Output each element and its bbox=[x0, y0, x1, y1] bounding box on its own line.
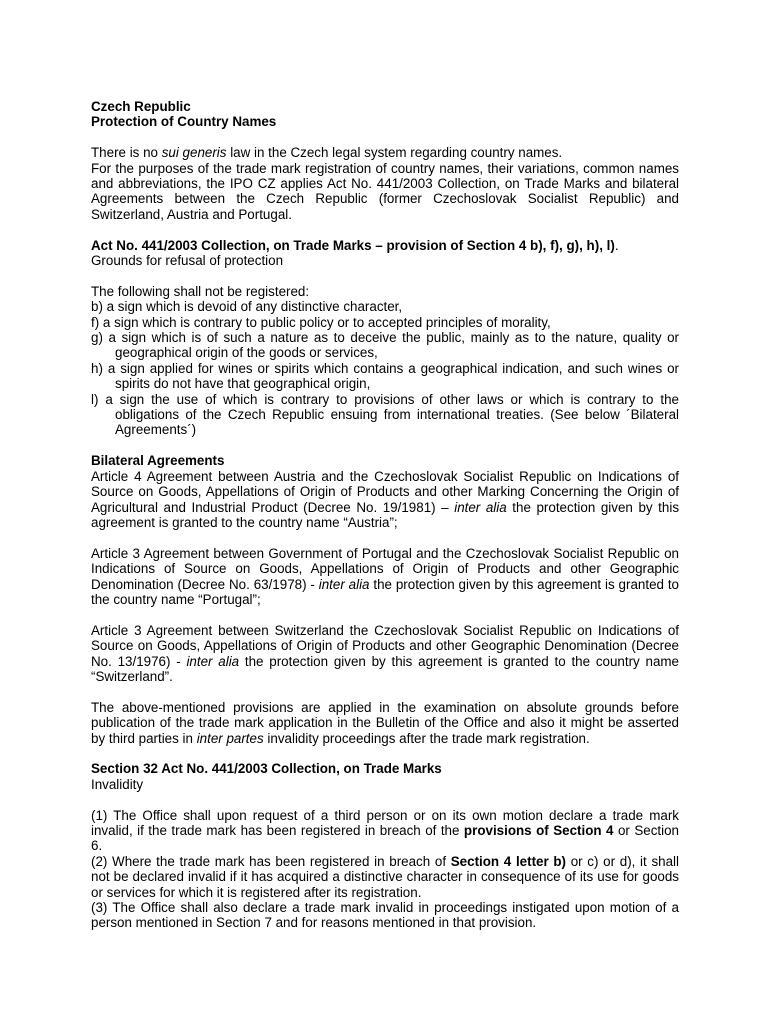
portugal-paragraph bbox=[91, 546, 679, 608]
switzerland-text: Article 3 Agreement between Switzerland the Czechoslovak Socialist Republic on Indications of Source on Goods, Appellations of Origin of Products and other Geographic Denomination (Decree No. 13/1976) - bbox=[91, 622, 679, 669]
p2-text: (2) Where the trade mark has been registered in breach of bbox=[91, 853, 451, 869]
applied-text: The above-mentioned provisions are applied in the examination on absolute grounds before publication of the trade mark application in the Bulletin of the Office and also it might be asserted by third parties in bbox=[91, 699, 679, 746]
act-heading-period: . bbox=[614, 237, 619, 253]
intro-paragraph: For the purposes of the trade mark registration of country names, their variations, common names and abbreviations, the IPO CZ applies Act No. 441/2003 Collection, on Trade Marks and bilateral Agreements between the Czech Republic (former Czechoslovak Socialist Republic) and Switzerland, Austria and Portugal. bbox=[91, 160, 679, 222]
section32-paragraph-3: (3) The Office shall also declare a trade mark invalid in proceedings instigated upon motion of a person mentioned in Section 7 and for reasons mentioned in that provision. bbox=[91, 899, 679, 931]
section32-subheading: Invalidity bbox=[91, 776, 144, 792]
list-item: l) a sign the use of which is contrary to provisions of other laws or which is contrary to the obligations of the Czech Republic ensuing from international treaties. (See below ´Bilateral Agreements´) bbox=[91, 391, 679, 438]
austria-paragraph bbox=[91, 469, 679, 531]
country-heading: Czech Republic bbox=[91, 99, 191, 114]
p1-bold-term: provisions of Section 4 bbox=[463, 822, 614, 838]
switzerland-paragraph bbox=[91, 623, 679, 685]
intro-italic-term: sui generis bbox=[161, 145, 227, 161]
switzerland-text-end: the protection given by this agreement is granted to the country name “Switzerland”. bbox=[91, 653, 679, 684]
switzerland-italic-term: inter alia bbox=[186, 653, 240, 669]
act-heading: Act No. 441/2003 Collection, on Trade Marks – provision of Section 4 b), f), g), h), l) bbox=[91, 237, 615, 253]
list-item: h) a sign applied for wines or spirits which contains a geographical indication, and such wines or spirits do not have that geographical origin, bbox=[91, 360, 679, 392]
bilateral-heading: Bilateral Agreements bbox=[91, 453, 225, 469]
act-lead: The following shall not be registered: bbox=[91, 283, 310, 299]
list-item: b) a sign which is devoid of any distinctive character, bbox=[91, 299, 403, 315]
applied-text-end: invalidity proceedings after the trade mark registration. bbox=[263, 730, 590, 746]
austria-italic-term: inter alia bbox=[454, 499, 507, 515]
document-page bbox=[91, 99, 679, 931]
p1-text-end: or Section 6. bbox=[91, 822, 679, 854]
portugal-italic-term: inter alia bbox=[318, 576, 370, 592]
p2-text-end: or c) or d), it shall not be declared invalid if it has acquired a distinctive character in consequence of its use for goods or services for which it is registered after its registration. bbox=[91, 853, 679, 900]
p1-text: (1) The Office shall upon request of a third person or on its own motion declare a trade mark invalid, if the trade mark has been registered in breach of the bbox=[91, 807, 679, 838]
applied-italic-term: inter partes bbox=[196, 730, 264, 746]
intro-line bbox=[91, 145, 679, 160]
act-subheading: Grounds for refusal of protection bbox=[91, 253, 284, 269]
intro-text-end: law in the Czech legal system regarding country names. bbox=[226, 145, 563, 161]
section32-paragraph-1 bbox=[91, 808, 679, 854]
section32-heading: Section 32 Act No. 441/2003 Collection, on Trade Marks bbox=[91, 761, 442, 777]
intro-text: There is no bbox=[91, 145, 162, 161]
section32-paragraph-2 bbox=[91, 854, 679, 900]
applied-paragraph bbox=[91, 700, 679, 746]
portugal-text: Article 3 Agreement between Government of Portugal and the Czechoslovak Socialist Republic on Indications of Source on Goods, Appellations of Origin of Products and other Geographic Denomination (Decree No. 63/1978) - bbox=[91, 545, 679, 592]
austria-text: Article 4 Agreement between Austria and the Czechoslovak Socialist Republic on Indications of Source on Goods, Appellations of Origin of Products and other Marking Concerning the Origin of Agricultural and Industrial Product (Decree No. 19/1981) – bbox=[91, 468, 679, 515]
austria-text-end: the protection given by this agreement is granted to the country name “Austria”; bbox=[91, 499, 680, 530]
list-item: f) a sign which is contrary to public policy or to accepted principles of morality, bbox=[91, 314, 551, 330]
page-title: Protection of Country Names bbox=[91, 114, 277, 130]
list-item: g) a sign which is of such a nature as to deceive the public, mainly as to the nature, quality or geographical origin of the goods or services, bbox=[91, 330, 679, 361]
p2-bold-term: Section 4 letter b) bbox=[450, 853, 567, 869]
act-heading-line bbox=[91, 238, 679, 253]
portugal-text-end: the protection given by this agreement is granted to the country name “Portugal”; bbox=[91, 576, 679, 607]
